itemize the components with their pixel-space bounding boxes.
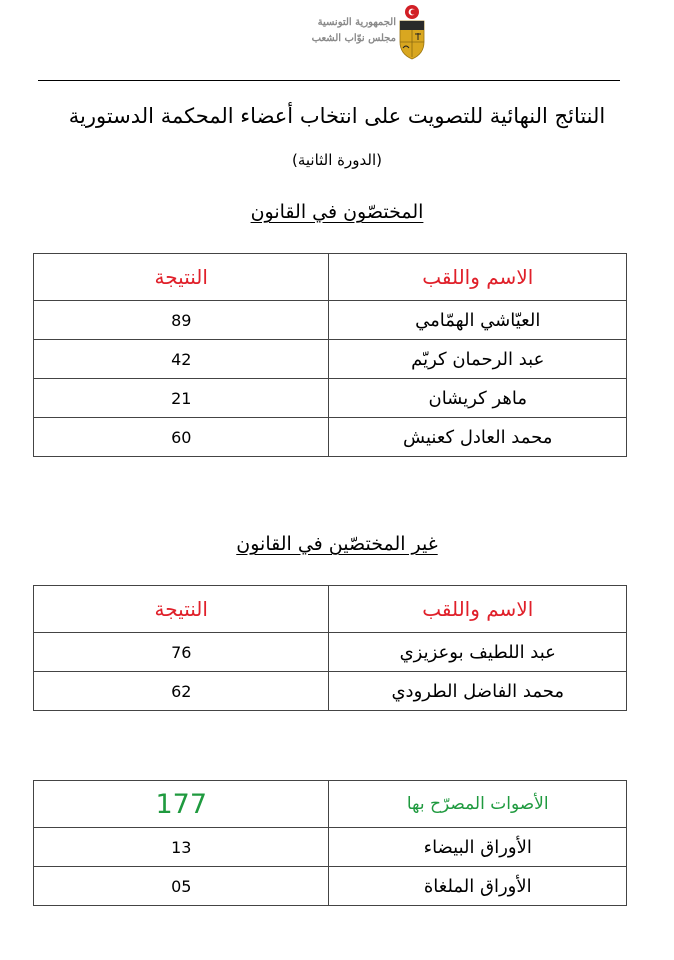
candidate-name: عبد الرحمان كريّم — [329, 340, 627, 379]
page-header — [0, 0, 674, 70]
republic-name: الجمهورية التونسية — [317, 17, 396, 28]
results-table-non-specialists — [33, 585, 627, 711]
blank-ballots-label: الأوراق البيضاء — [329, 828, 627, 867]
candidate-name: ماهر كريشان — [329, 379, 627, 418]
table-header-row — [34, 254, 627, 301]
section-heading-non-specialists: غير المختصّين في القانون — [236, 533, 438, 555]
candidate-result: 89 — [34, 301, 329, 340]
void-ballots-value: 05 — [34, 867, 329, 906]
institution-name — [312, 16, 396, 46]
candidate-name: عبد اللطيف بوعزيزي — [329, 633, 627, 672]
table-row — [34, 633, 627, 672]
results-table-law-specialists — [33, 253, 627, 457]
table-row — [34, 828, 627, 867]
table-row — [34, 672, 627, 711]
candidate-result: 21 — [34, 379, 329, 418]
blank-ballots-value: 13 — [34, 828, 329, 867]
candidate-result: 62 — [34, 672, 329, 711]
column-header-name: الاسم واللقب — [329, 586, 627, 633]
table-header-row — [34, 586, 627, 633]
declared-votes-value: 177 — [34, 781, 329, 828]
table-row-declared-votes — [34, 781, 627, 828]
table-row — [34, 379, 627, 418]
declared-votes-label: الأصوات المصرّح بها — [329, 781, 627, 828]
section-heading-law-specialists: المختصّون في القانون — [250, 201, 424, 223]
candidate-name: محمد العادل كعنيش — [329, 418, 627, 457]
column-header-result: النتيجة — [34, 254, 329, 301]
tunisia-emblem-icon — [397, 4, 427, 60]
table-row — [34, 340, 627, 379]
candidate-result: 60 — [34, 418, 329, 457]
candidate-name: العيّاشي الهمّامي — [329, 301, 627, 340]
table-row — [34, 418, 627, 457]
candidate-result: 76 — [34, 633, 329, 672]
table-row — [34, 867, 627, 906]
page-title: النتائج النهائية للتصويت على انتخاب أعضاء المحكمة الدستورية — [68, 104, 606, 128]
void-ballots-label: الأوراق الملغاة — [329, 867, 627, 906]
header-divider — [38, 80, 620, 81]
column-header-result: النتيجة — [34, 586, 329, 633]
column-header-name: الاسم واللقب — [329, 254, 627, 301]
assembly-name: مجلس نوّاب الشعب — [311, 33, 396, 44]
candidate-name: محمد الفاضل الطرودي — [329, 672, 627, 711]
table-row — [34, 301, 627, 340]
candidate-result: 42 — [34, 340, 329, 379]
vote-totals-table — [33, 780, 627, 906]
page-subtitle: (الدورة الثانية) — [291, 151, 382, 169]
